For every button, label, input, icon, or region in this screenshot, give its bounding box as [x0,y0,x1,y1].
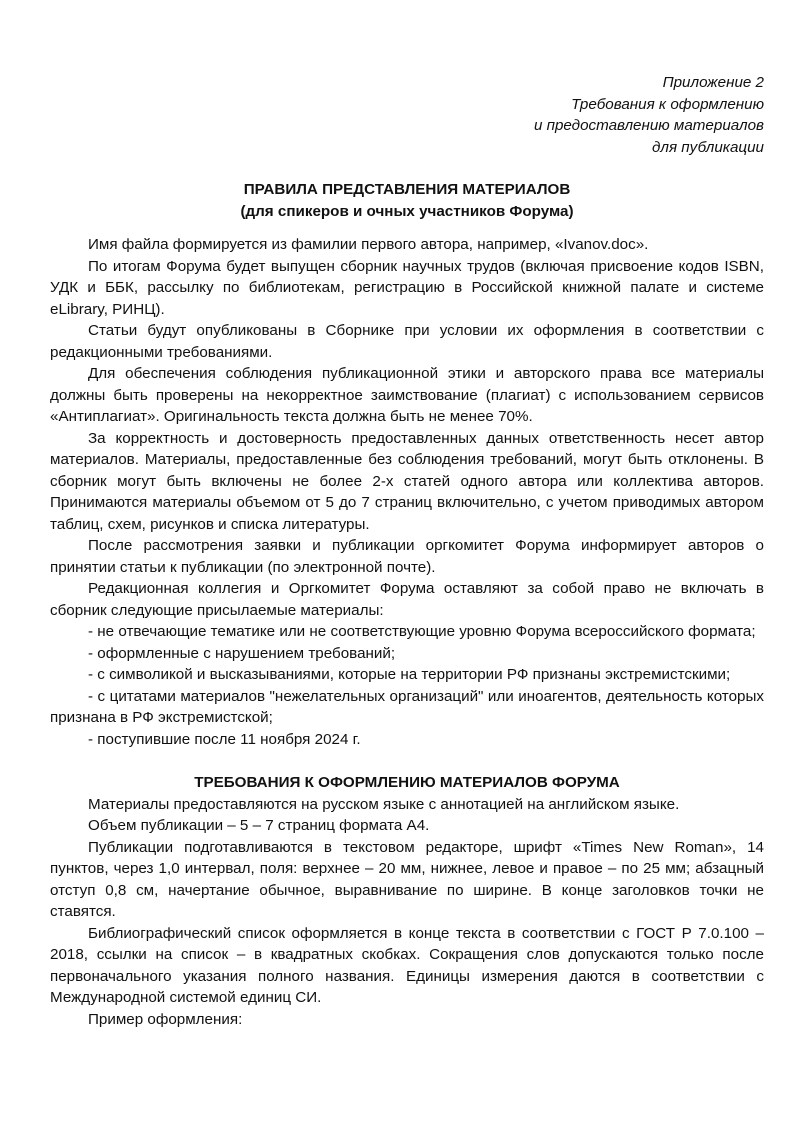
list-item: - с цитатами материалов "нежелательных организаций" или иноагентов, деятельность которых признана в РФ экстремистской; [50,687,764,726]
paragraph: Библиографический список оформляется в конце текста в соответствии с ГОСТ Р 7.0.100 – 2018, ссылки на список – в квадратных скобках. Сокращения слов допускаются только после первоначального указания полного названия. Единицы измерения даются в соответствии с Международной системой единиц СИ. [50,924,764,1006]
appendix-line: Требования к оформлению [571,95,764,113]
list-item: - оформленные с нарушением требований; [88,644,396,662]
list-item: - не отвечающие тематике или не соответствующие уровню Форума всероссийского формата; [88,623,756,640]
list-item: - поступившие после 11 ноября 2024 г. [88,730,361,748]
appendix-line: Приложение 2 [662,74,764,91]
paragraph: Для обеспечения соблюдения публикационной этики и авторского права все материалы должны быть проверены на некорректное заимствование (плагиат) с использованием сервисов «Антиплагиат». Оригинальность текста должна быть не менее 70%. [50,365,764,425]
appendix-line: для публикации [652,138,764,156]
paragraph: За корректность и достоверность предоставленных данных ответственность несет автор материалов. Материалы, предоставленные без соблюдения требований, могут быть отклонены. В сборник могут быть включены не более 2-х статей одного автора или коллектива авторов. Принимаются материалы объемом от 5 до 7 страниц включительно, с учетом приводимых автором таблиц, схем, рисунков и списка литературы. [50,429,764,533]
paragraph: Публикации подготавливаются в текстовом редакторе, шрифт «Times New Roman», 14 пунктов, через 1,0 интервал, поля: верхнее – 20 мм, нижнее, левое и правое – по 25 мм; абзацный отступ 0,8 см, начертание обычное, выравнивание по ширине. В конце заголовков точки не ставятся. [50,838,764,920]
format-body [50,794,764,1031]
paragraph: По итогам Форума будет выпущен сборник научных трудов (включая присвоение кодов ISBN, УДК и ББК, рассылку по библиотекам, регистрацию в Российской книжной палате и системе eLibrary, РИНЦ). [50,257,764,318]
paragraph: Пример оформления: [88,1010,243,1028]
document-title: ПРАВИЛА ПРЕДСТАВЛЕНИЯ МАТЕРИАЛОВ [243,181,571,198]
section-title: ТРЕБОВАНИЯ К ОФОРМЛЕНИЮ МАТЕРИАЛОВ ФОРУМА [194,774,620,791]
paragraph: Материалы предоставляются на русском языке с аннотацией на английском языке. [88,795,680,813]
paragraph: Объем публикации – 5 – 7 страниц формата А4. [88,817,430,834]
paragraph: Имя файла формируется из фамилии первого автора, например, «Ivanov.doc». [88,236,649,253]
rules-body [50,234,764,750]
appendix-block [50,72,764,158]
paragraph: Статьи будут опубликованы в Сборнике при условии их оформления в соответствии с редакционными требованиями. [50,322,764,361]
appendix-line: и предоставлению материалов [533,117,764,134]
list-item: - с символикой и высказываниями, которые на территории РФ признаны экстремистскими; [88,666,731,683]
document-subtitle: (для спикеров и очных участников Форума) [240,202,574,220]
paragraph: После рассмотрения заявки и публикации оргкомитет Форума информирует авторов о принятии статьи к публикации (по электронной почте). [50,537,764,576]
paragraph: Редакционная коллегия и Оргкомитет Форума оставляют за собой право не включать в сборник следующие присылаемые материалы: [50,580,764,619]
